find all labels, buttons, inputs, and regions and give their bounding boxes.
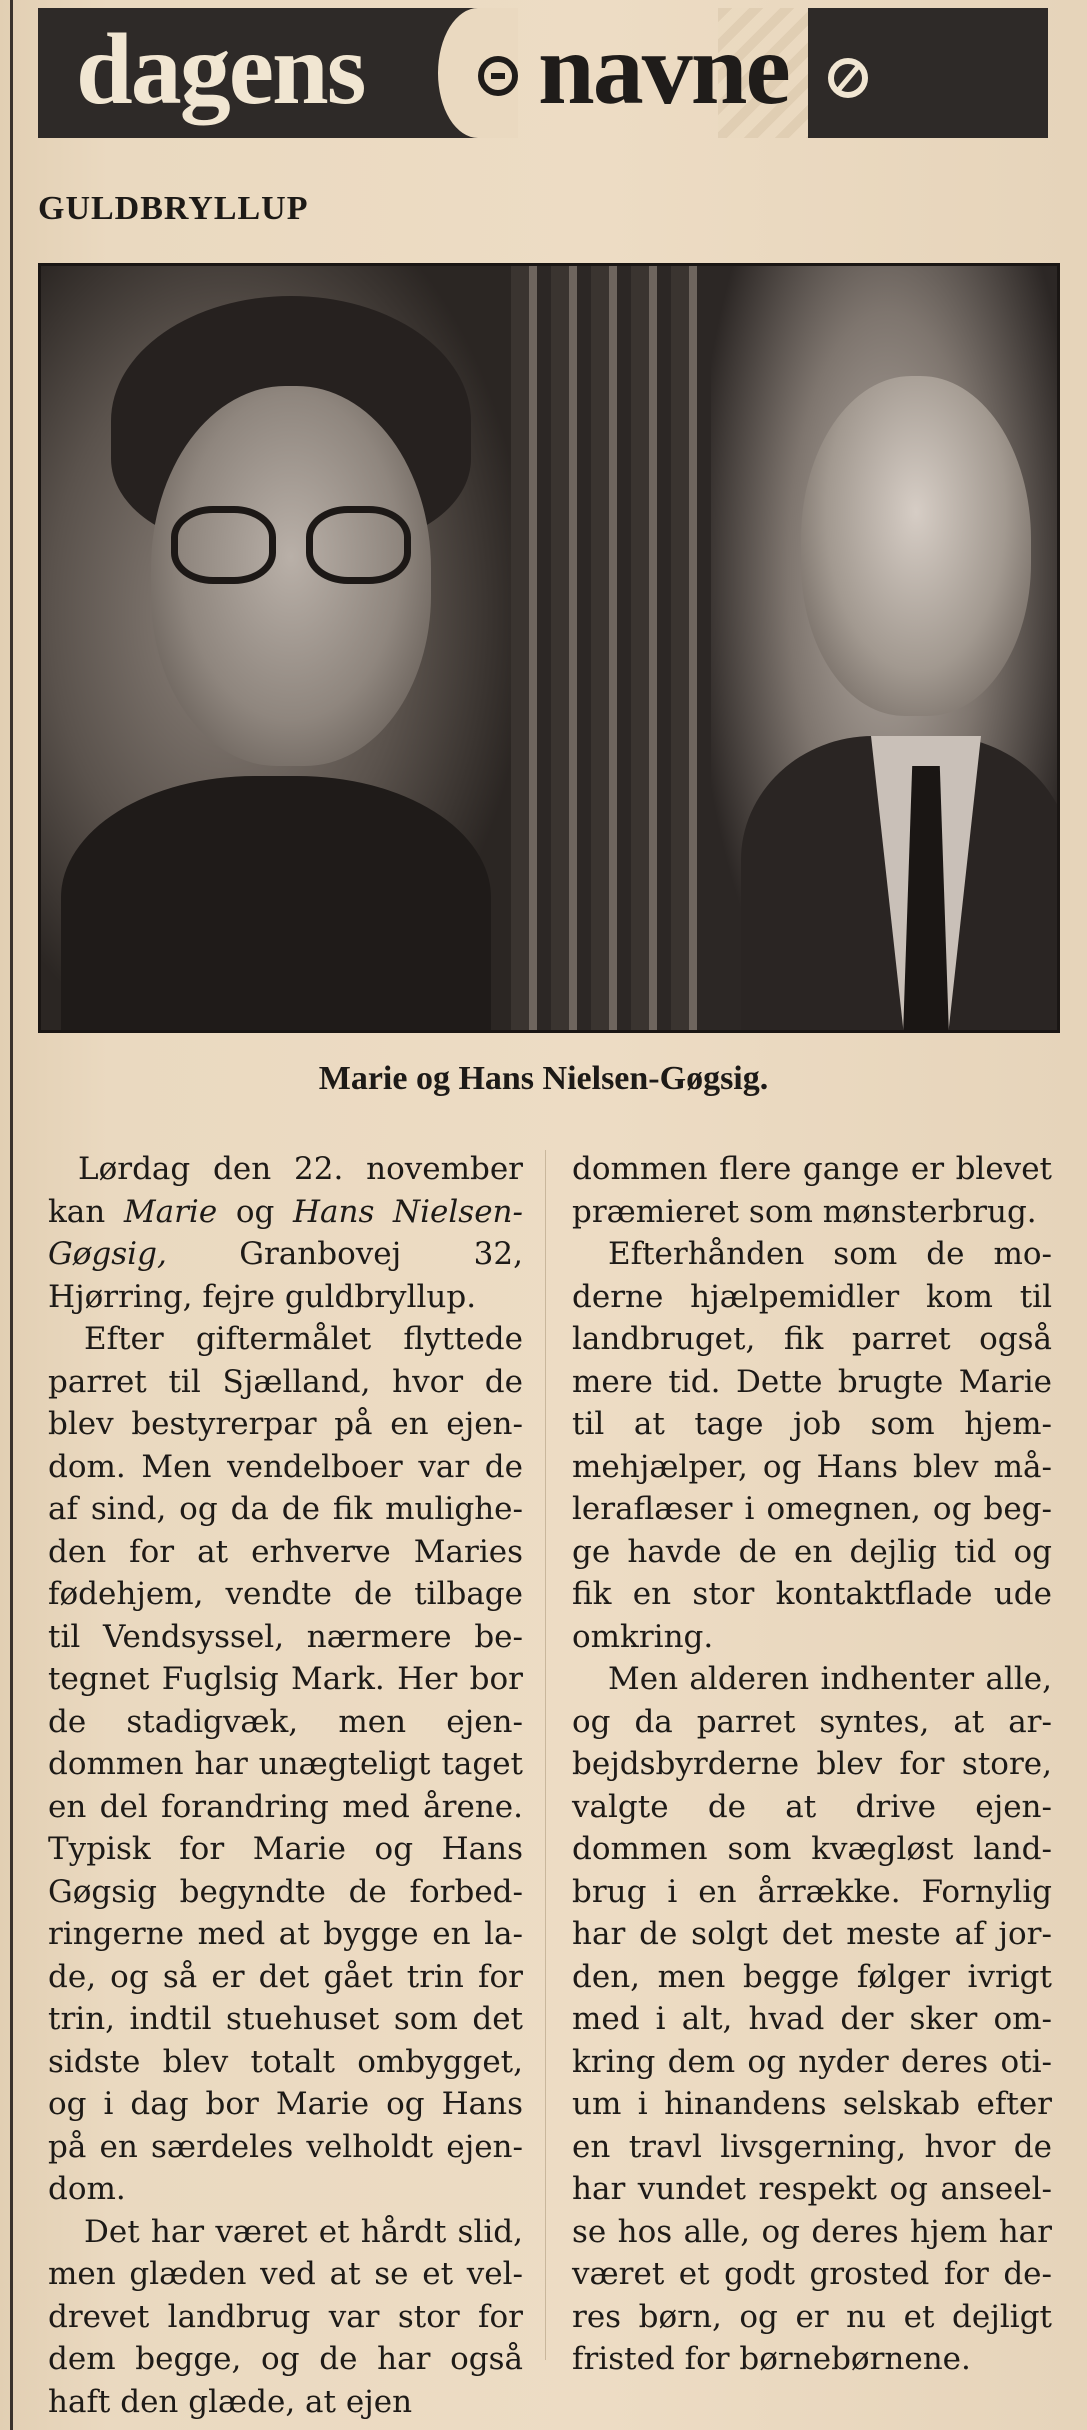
woman-glasses xyxy=(171,506,411,586)
article-paragraph-4: Efterhånden som de moderne hjælpemidler kom til landbruget, fik parret også mere tid. Dette brugte Marie til at tage job som hjemmehjælper, og Hans blev måleraflæser i omegnen, og begge havde de en dejlig tid og fik en stor kontaktflade ude omkring. xyxy=(572,1236,1052,1655)
p1-text-b: og xyxy=(217,1193,293,1230)
article-column-1 xyxy=(48,1148,523,2423)
article-paragraph-2: Efter giftermålet flyttede parret til Sjælland, hvor de blev bestyrerpar på en ejendom. Men vendelboer var de af sind, og da de fik muligheden for at erhverve Maries fødehjem, vendte de tilbage til Vendsyssel, nærmere betegnet Fuglsig Mark. Her bor de stadigvæk, men ejendommen har unægteligt taget en del forandring med årene. Typisk for Marie og Hans Gøgsig begyndte de forbedringerne med at bygge en lade, og så er det gået trin for trin, indtil stuehuset som det sidste blev totalt ombygget, og i dag bor Marie og Hans på en særdeles velholdt ejendom. xyxy=(48,1321,523,2207)
p1-name-marie: Marie xyxy=(123,1193,218,1230)
slashed-circle-icon xyxy=(828,58,868,98)
photo-background-pipes xyxy=(511,266,711,1033)
section-kicker: GULDBRYLLUP xyxy=(38,190,309,227)
p1-name-hans: Hans Nielsen-Gøgsig, xyxy=(48,1193,523,1272)
left-column-rule xyxy=(10,0,13,2430)
masthead-word-navne: navne xyxy=(538,13,789,126)
couple-photo xyxy=(38,263,1060,1033)
article-paragraph-5: Men alderen indhenter alle, og da parret syntes, at arbejdsbyrderne blev for store, valgte de at drive ejendommen som kvægløst landbrug i en årrække. Fornylig har de solgt det meste af jorden, men begge følger ivrigt med i alt, hvad der sker omkring dem og nyder deres otium i hinandens selskab efter en travl livsgerning, hvor de har vundet respekt og anseelse hos alle, og deres hjem har været et godt grosted for deres børn, og er nu et dejligt fristed for børnebørnene. xyxy=(572,1661,1052,2377)
photo-caption: Marie og Hans Nielsen-Gøgsig. xyxy=(318,1060,769,1097)
column-gutter xyxy=(545,1150,546,2360)
article-paragraph-1 xyxy=(48,1148,523,1318)
masthead xyxy=(38,8,1048,138)
article-paragraph-3a: Det har været et hårdt slid, men glæden ved at se et veldrevet landbrug var stor for dem begge, og de har også haft den glæde, at ejen xyxy=(48,2213,523,2420)
article-column-2 xyxy=(572,1148,1052,2381)
p1-text-c: Granbovej 32, Hjørring, fejre guldbryllup. xyxy=(48,1236,523,1315)
masthead-word-dagens: dagens xyxy=(76,13,365,126)
article-paragraph-3b: dommen flere gange er blevet præmieret som mønsterbrug. xyxy=(572,1151,1052,1230)
man-face xyxy=(801,376,1031,716)
p1-text-a: Lørdag den 22. november kan xyxy=(48,1151,523,1230)
minus-circle-icon xyxy=(478,56,518,96)
woman-body xyxy=(61,776,491,1033)
